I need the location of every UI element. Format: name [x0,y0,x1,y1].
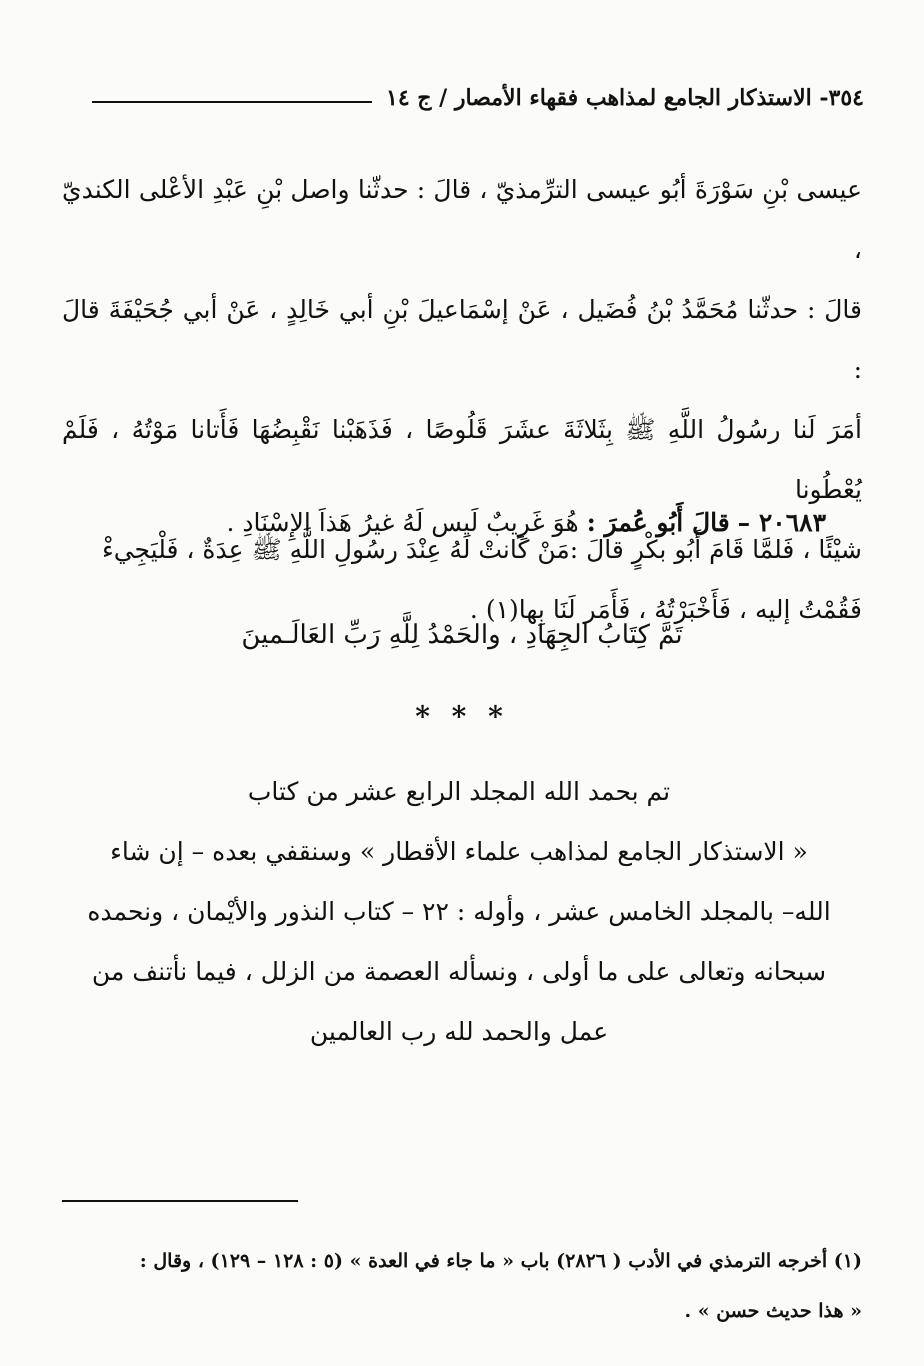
text-line: أمَرَ لَنا رسُولُ اللَّهِ ﷺ بِثَلاثَةَ عشَرَ قَلُوصًا ، فَذَهَبْنا نَقْبِضُهَا فَأَتانا مَوْتُهُ ، فَلَمْ يُعْطُونا [62,415,862,504]
text-line: قالَ : حدثّنا مُحَمَّدُ بْنُ فُضَيل ، عَنْ إسْمَاعيلَ بْنِ أبي خَالِدٍ ، عَنْ أبي جُحَيْفَةَ قالَ : [62,295,862,384]
section-separator: * * * [415,700,509,733]
text-line: فَقُمْتُ إليه ، فَأَخْبَرْتُهُ ، فَأَمَر لَنَا بِها(١) . [469,595,862,624]
speaker: قالَ أَبُو عُمرَ : [586,508,730,537]
running-header [92,78,864,118]
paragraph-2-text: هُوَ غَرِيبٌ لَيس لَهُ غيرُ هَذاَ الإِسْنَادِ . [226,508,579,537]
colophon-line: عمل والحمد لله رب العالمين [309,1017,609,1046]
colophon-line: تم بحمد الله المجلد الرابع عشر من كتاب [247,777,671,806]
colophon-line: سبحانه وتعالى على ما أولى ، ونسأله العصمة من الزلل ، فيما نأتنف من [91,957,827,986]
paragraph-2 [66,493,826,553]
text-line: شيْئًا ، فَلمَّا قَامَ أَبُو بكْرٍ قالَ :مَنْ كَانتْ لَهُ عِنْدَ رسُولِ اللَّهِ ﷺ عِدَةٌ ، فَلْيَجِيءْ [101,535,862,564]
footnote [62,1236,862,1336]
running-title: ٣٥٤- الاستذكار الجامع لمذاهب فقهاء الأمصار / ج ١٤ [386,85,864,111]
hadith-number: ٢٠٦٨٣ – [737,508,826,537]
footnote-rule [62,1200,298,1202]
footnote-line: « هذا حديث حسن » . [684,1300,862,1322]
header-rule [92,101,372,103]
paragraph-1 [62,160,862,640]
colophon-line: الله– بالمجلد الخامس عشر ، وأوله : ٢٢ – كتاب النذور والأيْمان ، ونحمده [87,897,831,926]
colophon [74,762,844,1062]
footnote-line: (١) أخرجه الترمذي في الأدب ( ٢٨٢٦) باب « ما جاء في العدة » (٥ : ١٢٨ – ١٢٩) ، وقال : [139,1250,862,1272]
text-line: عيسى بْنِ سَوْرَةَ أبُو عيسى الترِّمذيّ ، قالَ : حدثّنا واصل بْنِ عَبْدِ الأعْلى الكنديّ ، [62,175,862,264]
colophon-line: « الاستذكار الجامع لمذاهب علماء الأقطار » وسنقفي بعده – إن شاء [110,837,808,866]
book-closing-line: تَمَّ كِتَابُ الجِهَادِ ، والحَمْدُ لِلَّهِ رَبِّ العَالَـمينَ [241,620,683,650]
